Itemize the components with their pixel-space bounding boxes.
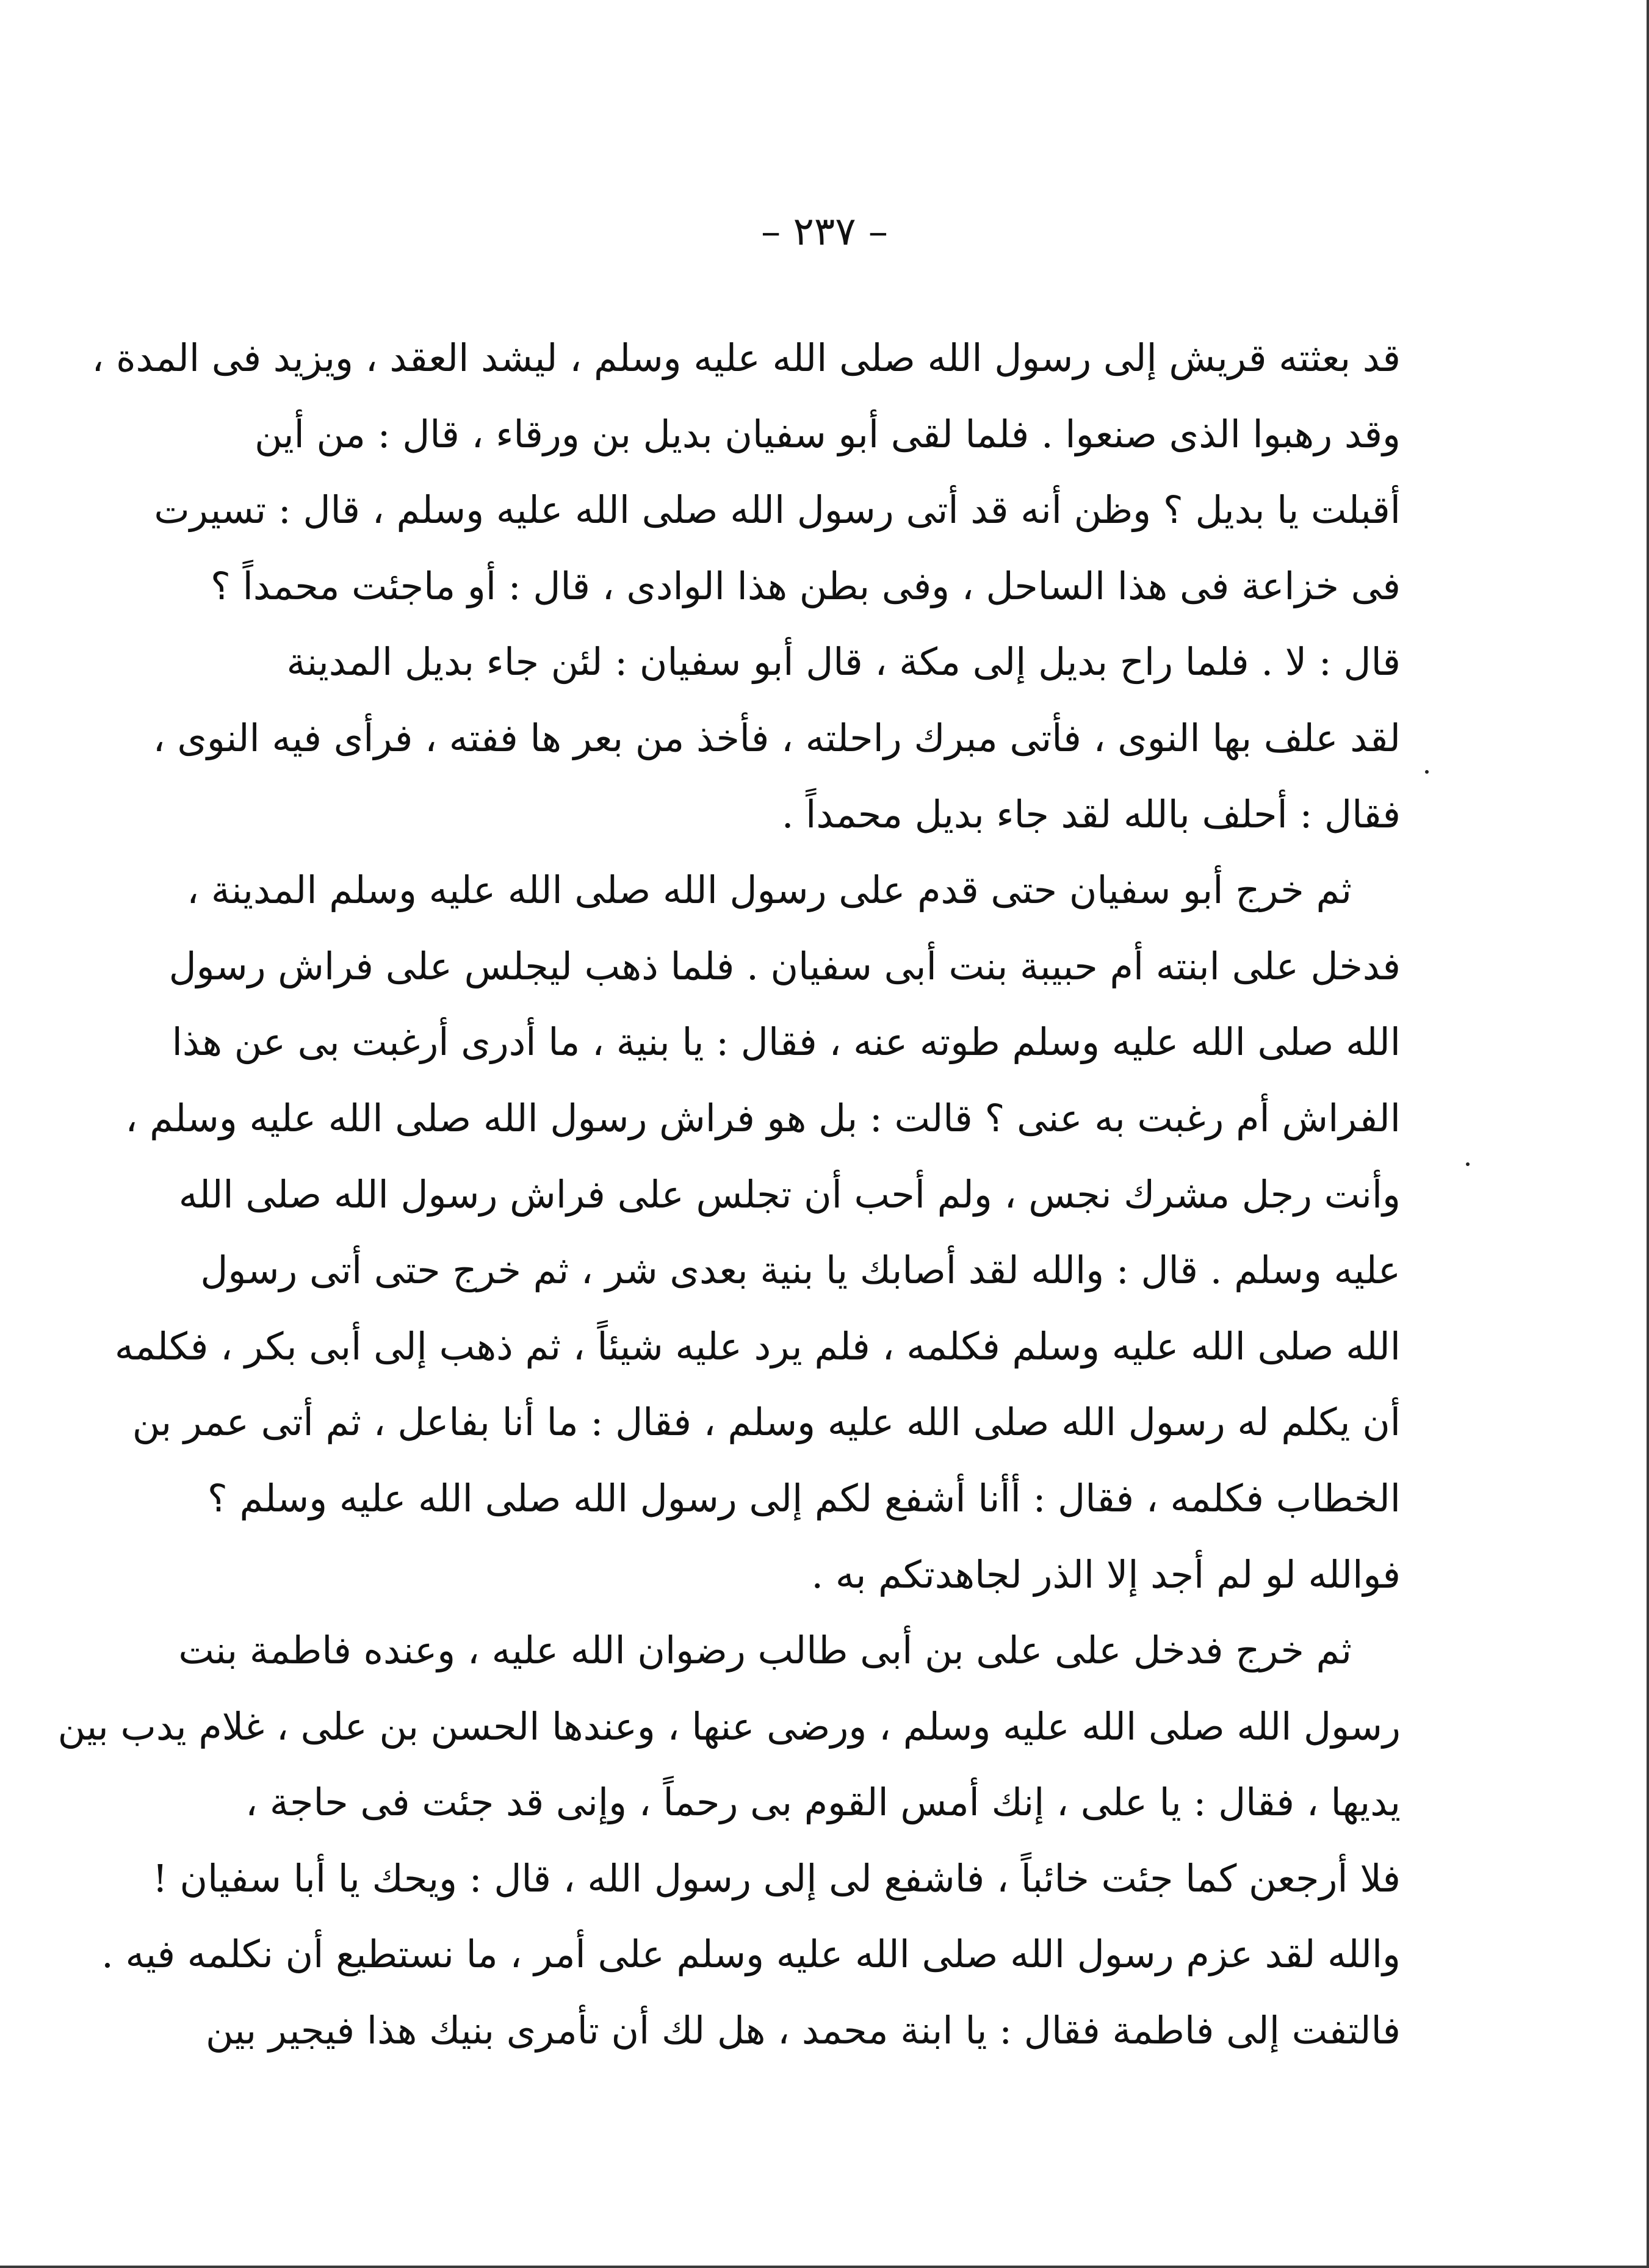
scan-speck	[1466, 1162, 1470, 1166]
text-line: رسول الله صلى الله عليه وسلم ، ورضى عنها ، وعندها الحسن بن على ، غلام يدب بين	[57, 1704, 1401, 1749]
scan-speck	[1425, 770, 1429, 774]
text-line: أقبلت يا بديل ؟ وظن أنه قد أتى رسول الله صلى الله عليه وسلم ، قال : تسيرت	[154, 488, 1401, 533]
text-line: فدخل على ابنته أم حبيبة بنت أبى سفيان . فلما ذهب ليجلس على فراش رسول	[168, 943, 1401, 988]
body-text	[57, 320, 1401, 2069]
text-line: الفراش أم رغبت به عنى ؟ قالت : بل هو فراش رسول الله صلى الله عليه وسلم ،	[125, 1095, 1401, 1140]
text-line: الخطاب فكلمه ، فقال : أأنا أشفع لكم إلى رسول الله صلى الله عليه وسلم ؟	[207, 1475, 1401, 1521]
text-line: فالتفت إلى فاطمة فقال : يا ابنة محمد ، هل لك أن تأمرى بنيك هذا فيجير بين	[206, 2008, 1401, 2053]
text-line: الله صلى الله عليه وسلم فكلمه ، فلم يرد عليه شيئاً ، ثم ذهب إلى أبى بكر ، فكلمه	[114, 1323, 1401, 1369]
scan-edge-right	[1647, 0, 1649, 2268]
text-line: قد بعثته قريش إلى رسول الله صلى الله عليه وسلم ، ليشد العقد ، ويزيد فى المدة ،	[92, 336, 1401, 380]
text-line: لقد علف بها النوى ، فأتى مبرك راحلته ، فأخذ من بعر ها ففته ، فرأى فيه النوى ،	[153, 715, 1401, 760]
text-line: فلا أرجعن كما جئت خائباً ، فاشفع لى إلى رسول الله ، قال : ويحك يا أبا سفيان !	[152, 1856, 1401, 1901]
paragraph-2	[114, 852, 1401, 1613]
paragraph-3	[57, 1613, 1401, 2069]
page-number: – ٢٣٧ –	[761, 209, 888, 254]
text-line: يديها ، فقال : يا على ، إنك أمس القوم بى رحماً ، وإنى قد جئت فى حاجة ،	[245, 1780, 1401, 1825]
text-line: والله لقد عزم رسول الله صلى الله عليه وسلم على أمر ، ما نستطيع أن نكلمه فيه .	[101, 1932, 1401, 1977]
text-line: أن يكلم له رسول الله صلى الله عليه وسلم ، فقال : ما أنا بفاعل ، ثم أتى عمر بن	[132, 1400, 1401, 1445]
paragraph-1	[92, 320, 1401, 852]
text-line: ثم خرج فدخل على على بن أبى طالب رضوان الله عليه ، وعنده فاطمة بنت	[178, 1628, 1352, 1673]
text-line: فقال : أحلف بالله لقد جاء بديل محمداً .	[781, 791, 1401, 837]
text-line: عليه وسلم . قال : والله لقد أصابك يا بنية بعدى شر ، ثم خرج حتى أتى رسول	[200, 1248, 1401, 1293]
text-line: فى خزاعة فى هذا الساحل ، وفى بطن هذا الوادى ، قال : أو ماجئت محمداً ؟	[211, 563, 1401, 608]
text-line: قال : لا . فلما راح بديل إلى مكة ، قال أبو سفيان : لئن جاء بديل المدينة	[286, 639, 1401, 685]
text-line: فوالله لو لم أجد إلا الذر لجاهدتكم به .	[811, 1552, 1401, 1597]
text-line: ثم خرج أبو سفيان حتى قدم على رسول الله صلى الله عليه وسلم المدينة ،	[187, 868, 1352, 913]
text-line: الله صلى الله عليه وسلم طوته عنه ، فقال : يا بنية ، ما أدرى أرغبت بى عن هذا	[171, 1020, 1401, 1065]
text-line: وقد رهبوا الذى صنعوا . فلما لقى أبو سفيان بديل بن ورقاء ، قال : من أين	[254, 411, 1401, 456]
scan-edge-bottom	[0, 2266, 1649, 2268]
text-line: وأنت رجل مشرك نجس ، ولم أحب أن تجلس على فراش رسول الله صلى الله	[178, 1172, 1401, 1217]
